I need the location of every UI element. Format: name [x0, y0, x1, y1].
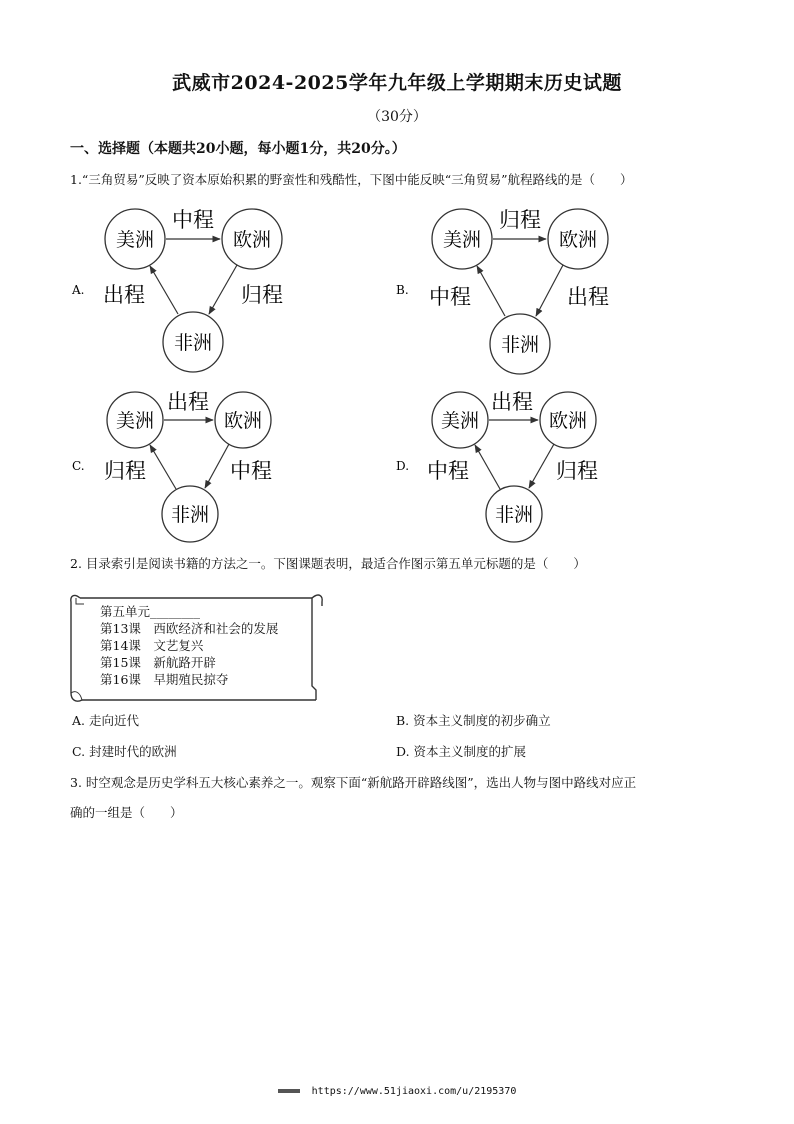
option-a-diagram	[103, 208, 283, 372]
edge-label-left: 归程	[104, 459, 146, 483]
arrow-africa-to-americas	[150, 445, 176, 489]
arrow-africa-to-americas	[477, 266, 505, 316]
option-d-diagram	[427, 390, 598, 542]
edge-label-left: 出程	[103, 283, 145, 307]
edge-label-right: 归程	[556, 459, 598, 483]
lesson-14: 第14课 文艺复兴	[100, 638, 204, 653]
scroll-contents	[100, 603, 278, 688]
node-europe: 欧洲	[548, 410, 588, 432]
node-africa: 非洲	[173, 332, 213, 354]
option-c-label: C.	[72, 459, 85, 473]
edge-label-left: 中程	[429, 285, 471, 309]
node-europe: 欧洲	[558, 229, 598, 251]
option-b-label: B.	[396, 283, 409, 297]
node-americas: 美洲	[115, 229, 155, 251]
q2-option-b: B. 资本主义制度的初步确立	[396, 713, 551, 728]
node-africa: 非洲	[494, 504, 534, 526]
arrow-europe-to-africa	[205, 444, 229, 488]
edge-label-right: 归程	[241, 283, 283, 307]
section-heading: 一、选择题（本题共20小题，每小题1分，共20分。）	[70, 141, 406, 157]
lesson-15: 第15课 新航路开辟	[100, 655, 216, 670]
edge-label-top: 出程	[491, 390, 533, 414]
question-1-stem: 1.“三角贸易”反映了资本原始积累的野蛮性和残酷性，下图中能反映“三角贸易”航程路线的是（ ）	[70, 172, 633, 187]
q2-option-d: D. 资本主义制度的扩展	[396, 744, 527, 759]
option-c-diagram	[104, 390, 272, 542]
node-europe: 欧洲	[223, 410, 263, 432]
edge-label-left: 中程	[427, 459, 469, 483]
question-3-stem-line-1: 3. 时空观念是历史学科五大核心素养之一。观察下面“新航路开辟路线图”，选出人物与图中路线对应正	[70, 775, 637, 790]
option-d-label: D.	[396, 459, 410, 473]
arrow-europe-to-africa	[209, 265, 237, 314]
footer-logo-mark	[278, 1089, 300, 1093]
edge-label-right: 中程	[230, 459, 272, 483]
node-americas: 美洲	[115, 410, 155, 432]
node-americas: 美洲	[440, 410, 480, 432]
edge-label-top: 出程	[167, 390, 209, 414]
q2-option-c: C. 封建时代的欧洲	[72, 744, 177, 759]
unit-title-blank: 第五单元________	[100, 604, 201, 619]
node-europe: 欧洲	[232, 229, 272, 251]
arrow-africa-to-americas	[150, 266, 178, 314]
footer-link[interactable]: https://www.51jiaoxi.com/u/2195370	[311, 1086, 517, 1097]
lesson-13: 第13课 西欧经济和社会的发展	[100, 621, 279, 636]
question-3-stem-line-2: 确的一组是（ ）	[70, 805, 183, 820]
option-a-label: A.	[72, 283, 85, 297]
q2-option-a: A. 走向近代	[72, 713, 139, 728]
score-note: （30分）	[367, 109, 427, 125]
arrow-africa-to-americas	[475, 445, 500, 489]
page-title: 武威市2024-2025学年九年级上学期期末历史试题	[172, 72, 622, 94]
node-africa: 非洲	[500, 334, 540, 356]
question-2-stem: 2. 目录索引是阅读书籍的方法之一。下图课题表明，最适合作图示第五单元标题的是（ ）	[70, 556, 586, 571]
footer-url[interactable]	[0, 1086, 794, 1097]
edge-label-top: 中程	[172, 208, 214, 232]
node-americas: 美洲	[442, 229, 482, 251]
lesson-16: 第16课 早期殖民掠夺	[100, 672, 229, 687]
edge-label-top: 归程	[499, 208, 541, 232]
arrow-europe-to-africa	[529, 444, 554, 488]
option-b-diagram	[429, 208, 609, 374]
node-africa: 非洲	[170, 504, 210, 526]
arrow-europe-to-africa	[536, 265, 563, 316]
edge-label-right: 出程	[567, 285, 609, 309]
